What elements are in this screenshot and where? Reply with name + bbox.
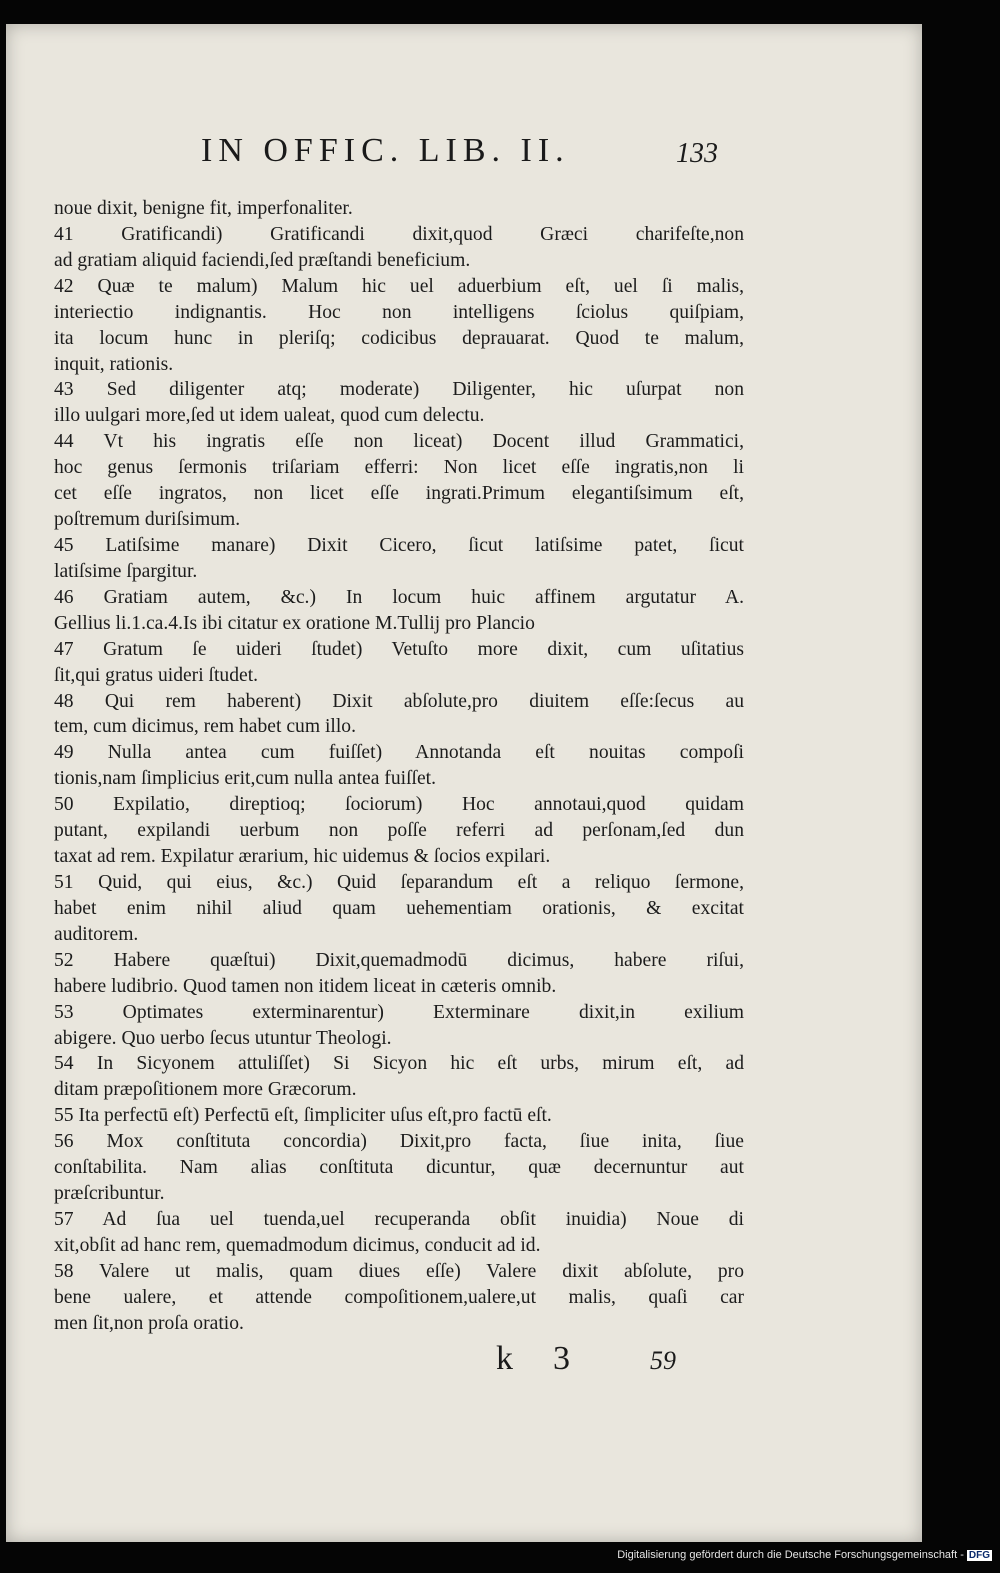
text-line: 53 Optimates exterminarentur) Exterminare dixit,in exilium (54, 1001, 744, 1023)
credit-text: Digitalisierung gefördert durch die Deutsche Forschungsgemeinschaft - (617, 1549, 964, 1561)
signature-letter: k (496, 1340, 553, 1377)
text-line: interiectio indignantis. Hoc non intelligens ſciolus quiſpiam, (54, 301, 744, 323)
text-line: abigere. Quo uerbo ſecus utuntur Theologi. (54, 1027, 392, 1049)
text-line: 43 Sed diligenter atq; moderate) Diligenter, hic uſurpat non (54, 379, 744, 401)
text-line: cet eſſe ingratos, non licet eſſe ingrati.Primum elegantiſsimum eſt, (54, 483, 744, 505)
text-line: 48 Qui rem haberent) Dixit abſolute,pro diuitem eſſe:ſecus au (54, 690, 744, 712)
text-line: 56 Mox conſtituta concordia) Dixit,pro facta, ſiue inita, ſiue (54, 1131, 744, 1153)
text-line: putant, expilandi uerbum non poſſe referri ad perſonam,ſed dun (54, 820, 744, 842)
text-line: illo uulgari more,ſed ut idem ualeat, quod cum delectu. (54, 405, 485, 427)
text-line: conſtabilita. Nam alias conſtituta dicuntur, quæ decernuntur aut (54, 1157, 744, 1179)
text-line: 57 Ad ſua uel tuenda,uel recuperanda obſit inuidia) Noue di (54, 1208, 744, 1230)
text-line: 58 Valere ut malis, quam diues eſſe) Valere dixit abſolute, pro (54, 1260, 744, 1282)
text-line: 50 Expilatio, direptioq; ſociorum) Hoc annotaui,quod quidam (54, 794, 744, 816)
text-line: 41 Gratificandi) Gratificandi dixit,quod Græci charifeſte,non (54, 223, 744, 245)
text-line: 49 Nulla antea cum fuiſſet) Annotanda eſt nouitas compoſi (54, 742, 744, 764)
running-head: IN OFFIC. LIB. II. (201, 132, 570, 169)
text-line: ad gratiam aliquid faciendi,ſed præſtandi beneficium. (54, 249, 471, 271)
dfg-logo: DFG (968, 1550, 990, 1561)
text-line: habere ludibrio. Quod tamen non itidem liceat in cæteris omnib. (54, 975, 557, 997)
text-line: noue dixit, benigne fit, imperfonaliter. (54, 198, 353, 219)
commentary-text (54, 196, 744, 1337)
text-line: tionis,nam ſimplicius erit,cum nulla antea fuiſſet. (54, 768, 436, 790)
text-line: inquit, rationis. (54, 353, 174, 375)
text-line: ditam præpoſitionem more Græcorum. (54, 1079, 357, 1101)
text-line: auditorem. (54, 923, 139, 945)
text-line: latiſsime ſpargitur. (54, 560, 198, 582)
text-line: hoc genus ſermonis triſariam efferri: Non licet eſſe ingratis,non li (54, 457, 744, 479)
text-line: 42 Quæ te malum) Malum hic uel aduerbium eſt, uel ſi malis, (54, 275, 744, 297)
text-line: 45 Latiſsime manare) Dixit Cicero, ſicut latiſsime patet, ſicut (54, 534, 744, 556)
text-line: xit,obſit ad hanc rem, quemadmodum dicimus, conducit ad id. (54, 1234, 541, 1256)
text-line: 51 Quid, qui eius, &c.) Quid ſeparandum eſt a reliquo ſermone, (54, 871, 744, 893)
text-line: Gellius li.1.ca.4.Is ibi citatur ex oratione M.Tullij pro Plancio (54, 612, 535, 634)
text-line: bene ualere, et attende compoſitionem,ualere,ut malis, quaſi car (54, 1286, 744, 1308)
text-line: 55 Ita perfectū eſt) Perfectū eſt, ſimpliciter uſus eſt,pro factū eſt. (54, 1105, 552, 1127)
text-line: 46 Gratiam autem, &c.) In locum huic affinem argutatur A. (54, 586, 744, 608)
book-page (6, 24, 922, 1542)
signature-mark (496, 1340, 676, 1378)
text-line: præſcribuntur. (54, 1183, 165, 1205)
text-line: 44 Vt his ingratis eſſe non liceat) Docent illud Grammatici, (54, 431, 744, 453)
digitization-credit (617, 1549, 992, 1561)
signature-number: 3 (553, 1340, 610, 1377)
text-line: taxat ad rem. Expilatur ærarium, hic uidemus & ſocios expilari. (54, 846, 551, 868)
text-line: men ſit,non proſa oratio. (54, 1312, 244, 1334)
text-line: 54 In Sicyonem attuliſſet) Si Sicyon hic eſt urbs, mirum eſt, ad (54, 1053, 744, 1075)
text-line: poſtremum duriſsimum. (54, 509, 241, 531)
catchword: 59 (650, 1346, 676, 1375)
page-number: 133 (676, 138, 718, 169)
text-line: ita locum hunc in pleriſq; codicibus deprauarat. Quod te malum, (54, 327, 744, 349)
text-line: ſit,qui gratus uideri ſtudet. (54, 664, 259, 686)
text-line: 52 Habere quæſtui) Dixit,quemadmodū dicimus, habere riſui, (54, 949, 744, 971)
text-line: 47 Gratum ſe uideri ſtudet) Vetuſto more dixit, cum uſitatius (54, 638, 744, 660)
text-line: habet enim nihil aliud quam uehementiam orationis, & excitat (54, 897, 744, 919)
text-line: tem, cum dicimus, rem habet cum illo. (54, 716, 357, 738)
